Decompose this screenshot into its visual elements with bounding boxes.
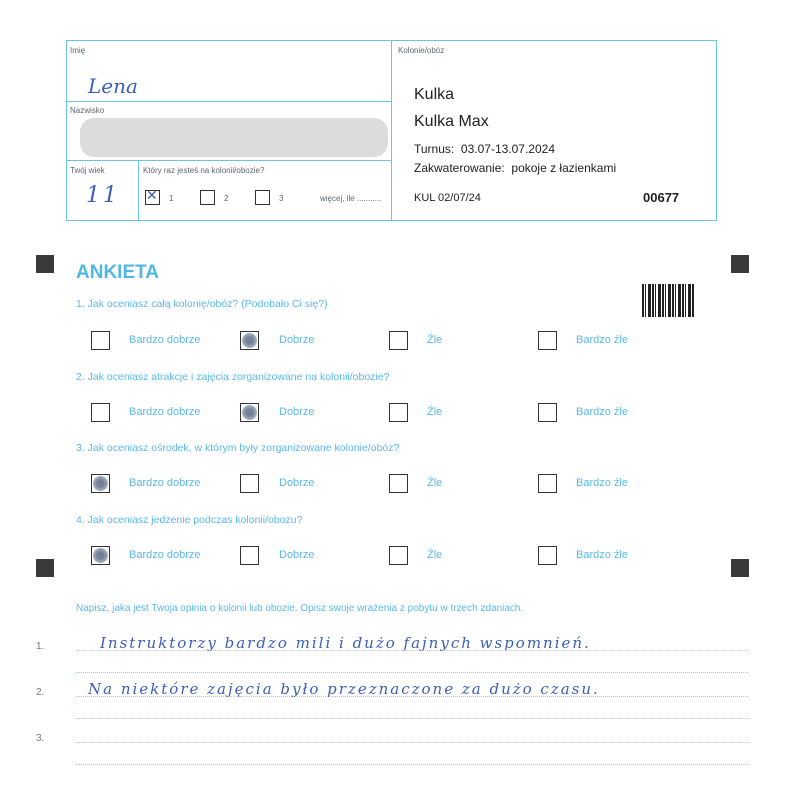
q3-option-4-label: Bardzo źle [576, 477, 628, 489]
q3-option-1-checkbox[interactable] [91, 474, 110, 493]
registration-marker [36, 559, 54, 577]
kolonie-label: Kolonie/obóz [398, 46, 445, 55]
q1-option-3-checkbox[interactable] [389, 331, 408, 350]
q2-option-1-checkbox[interactable] [91, 403, 110, 422]
writing-line [76, 696, 748, 697]
visit-checkbox-1[interactable] [145, 187, 160, 205]
q1-option-1-checkbox[interactable] [91, 331, 110, 350]
header-divider [391, 40, 392, 221]
question-2: 2. Jak oceniasz atrakcje i zajęcia zorganizowane na kolonii/obozie? [76, 371, 390, 383]
imie-value: Lena [88, 74, 138, 98]
q2-option-4-checkbox[interactable] [538, 403, 557, 422]
wiek-value: 11 [86, 183, 120, 208]
q1-option-4-checkbox[interactable] [538, 331, 557, 350]
q2-option-4-label: Bardzo źle [576, 406, 628, 418]
zakwaterowanie-label: Zakwaterowanie: [414, 161, 505, 175]
turnus-label: Turnus: [414, 142, 455, 156]
registration-marker [731, 559, 749, 577]
q1-option-3-label: Źle [427, 334, 443, 346]
q2-option-1-label: Bardzo dobrze [129, 406, 201, 418]
nazwisko-label: Nazwisko [70, 106, 105, 115]
q4-option-2-checkbox[interactable] [240, 546, 259, 565]
kolonia-full: Kulka Max [414, 113, 489, 130]
opinion-line-1-text[interactable]: Instruktorzy bardzo mili i dużo fajnych wspomnień. [100, 634, 591, 652]
barcode [642, 284, 695, 317]
q4-option-3-label: Źle [427, 549, 443, 561]
question-4: 4. Jak oceniasz jedzenie podczas kolonii/obozu? [76, 514, 303, 526]
q3-option-2-checkbox[interactable] [240, 474, 259, 493]
header-line [138, 160, 139, 221]
check-mark-icon: ✕ [146, 187, 158, 203]
registration-marker [36, 255, 54, 273]
kolonia-name: Kulka [414, 86, 455, 103]
visit-option-more: więcej, ile ........... [320, 194, 382, 203]
survey-title: ANKIETA [76, 262, 160, 283]
q4-option-4-label: Bardzo źle [576, 549, 628, 561]
opinion-line-3-number: 3. [36, 733, 45, 744]
visit-checkbox-2[interactable] [200, 190, 215, 205]
opinion-line-2-number: 2. [36, 687, 45, 698]
question-1: 1. Jak oceniasz całą kolonię/obóz? (Podobało Ci się?) [76, 298, 328, 310]
q3-option-3-label: Źle [427, 477, 443, 489]
visit-option-1: 1 [169, 194, 174, 203]
opinion-line-2-text[interactable]: Na niektóre zajęcia było przeznaczone za dużo czasu. [88, 680, 600, 698]
ktory-raz-label: Który raz jesteś na kolonii/obozie? [143, 166, 265, 175]
question-3: 3. Jak oceniasz ośrodek, w którym były zorganizowane kolonie/obóz? [76, 442, 400, 454]
header-line [66, 101, 391, 102]
q4-option-1-checkbox[interactable] [91, 546, 110, 565]
turnus-value: 03.07-13.07.2024 [460, 142, 556, 156]
turnus-row [414, 142, 555, 156]
q4-option-1-label: Bardzo dobrze [129, 549, 201, 561]
q2-option-3-checkbox[interactable] [389, 403, 408, 422]
header-line [66, 160, 391, 161]
q1-option-2-label: Dobrze [279, 334, 315, 346]
visit-option-2: 2 [224, 194, 229, 203]
q2-option-2-checkbox[interactable] [240, 403, 259, 422]
q1-option-2-checkbox[interactable] [240, 331, 259, 350]
form-code: KUL 02/07/24 [414, 192, 481, 204]
writing-line [76, 672, 748, 673]
q4-option-2-label: Dobrze [279, 549, 315, 561]
writing-line [76, 718, 748, 719]
q4-option-3-checkbox[interactable] [389, 546, 408, 565]
imie-label: Imię [70, 46, 86, 55]
form-number: 00677 [643, 190, 680, 205]
writing-line [76, 764, 748, 765]
writing-line [76, 650, 748, 651]
visit-option-3: 3 [279, 194, 284, 203]
registration-marker [731, 255, 749, 273]
opinion-line-1-number: 1. [36, 641, 45, 652]
q4-option-4-checkbox[interactable] [538, 546, 557, 565]
visit-checkbox-3[interactable] [255, 190, 270, 205]
wiek-label: Twój wiek [70, 166, 105, 175]
redacted-surname [80, 118, 388, 157]
writing-line [76, 742, 748, 743]
q1-option-1-label: Bardzo dobrze [129, 334, 201, 346]
q2-option-3-label: Źle [427, 406, 443, 418]
zakwaterowanie-value: pokoje z łazienkami [511, 161, 617, 175]
q3-option-1-label: Bardzo dobrze [129, 477, 201, 489]
q3-option-2-label: Dobrze [279, 477, 315, 489]
opinion-prompt: Napisz, jaka jest Twoja opinia o kolonii lub obozie. Opisz swoje wrażenia z pobytu w trzech zdaniach. [76, 603, 524, 614]
q3-option-3-checkbox[interactable] [389, 474, 408, 493]
zakwaterowanie-row [414, 161, 616, 175]
q3-option-4-checkbox[interactable] [538, 474, 557, 493]
q1-option-4-label: Bardzo źle [576, 334, 628, 346]
q2-option-2-label: Dobrze [279, 406, 315, 418]
